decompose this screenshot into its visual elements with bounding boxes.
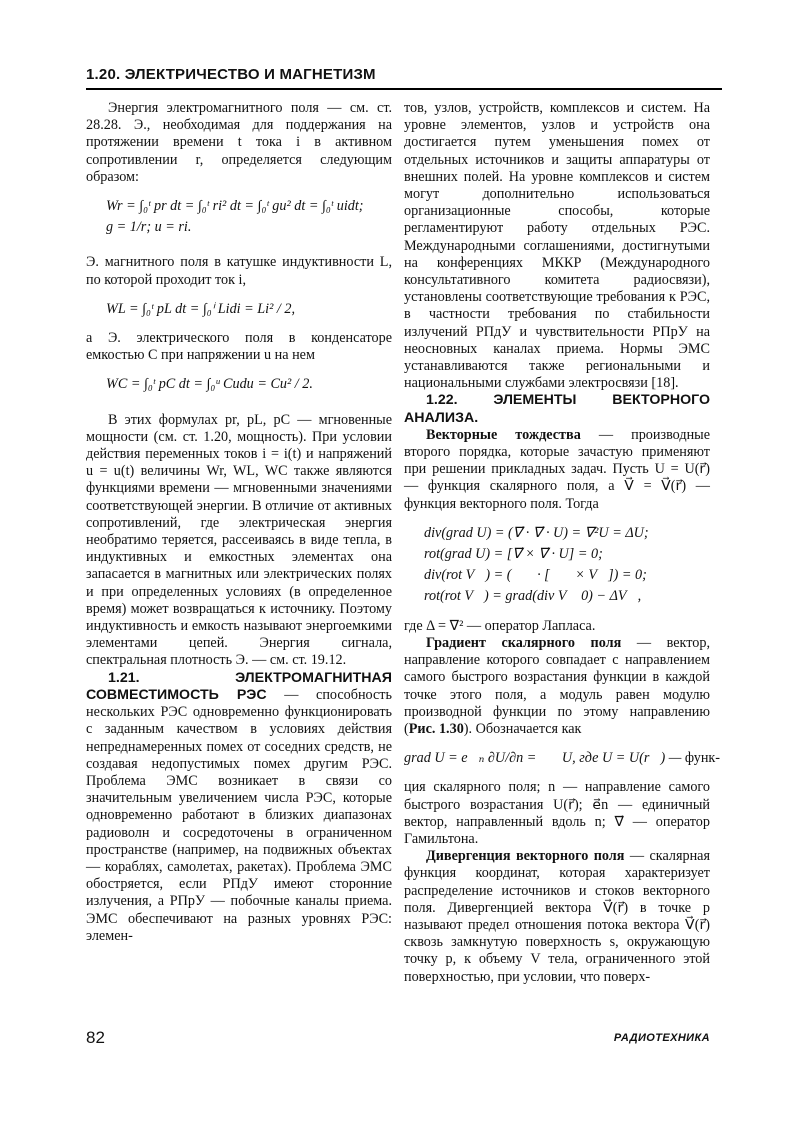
figure-ref: Рис. 1.30 — [408, 720, 464, 737]
header-title: 1.20. ЭЛЕКТРИЧЕСТВО И МАГНЕТИЗМ — [86, 66, 376, 83]
identity-1: div(grad U) = (∇⃗ · ∇⃗ · U) = ∇²U = ΔU; — [424, 524, 649, 541]
right-paragraph-2: Векторные тождества — производные второго порядка, которые зачастую применяют при решении прикладных задач. Пусть U = U(r⃗) — функция скалярного поля, а V⃗ = V⃗(r⃗) — функция векторного поля. Тогда — [404, 426, 711, 512]
formula-grad: grad U = e⃗ₙ ∂U/∂n = ∇⃗U, где U = U(r⃗) — функ- — [404, 750, 721, 767]
header-rule — [86, 88, 722, 90]
left-paragraph-2: Э. магнитного поля в катушке индуктивности L, по которой проходит ток i, — [86, 254, 392, 288]
footer-section: РАДИОТЕХНИКА — [613, 1032, 710, 1044]
left-paragraph-1: Энергия электромагнитного поля — см. ст. 28.28. Э., необходимая для поддержания на протяжении времени t тока i в активном сопротивлении r, определяется следующим образом: — [86, 100, 392, 185]
left-paragraph-5: — способность нескольких РЭС одновременно функционировать с заданным качеством в условиях действия непреднамеренных помех от соседних средств, не создавая недопустимых помех другим РЭС. Проблема ЭМС возникает в связи со значительным увеличением числа РЭС, которые одновременно работают в близких диапазонах радиоволн и сосредоточены в ограниченном пространстве (например, на подвижных объектах — кораблях, самолетах, ракетах). Проблема ЭМС обостряется, если РПдУ имеют сторонние излучения, а РПрУ — побочные каналы приема. ЭМС обеспечивают на разных уровнях РЭС: элемен- — [86, 686, 392, 944]
identity-4: rot(rot V⃗) = grad(div V⃗ 0) − ΔV⃗, — [424, 588, 642, 605]
page-number: 82 — [86, 1028, 105, 1047]
section-1-21 — [86, 670, 392, 945]
right-paragraph-1: тов, узлов, устройств, комплексов и систем. На уровне элементов, узлов и устройств она достигается путем уменьшения помех от отдельных источников и защиты аппаратуры от внешних полей. На уровне комплексов и систем могут дополнительно использоваться организационные способы, которые регламентируют работу отдельных РЭС. Международными соглашениями, достигнутыми на конференциях МККР (Международного консультативного комитета радиосвязи), установлены соответствующие требования к РЭС, в частности требования по стабильности излучений РПдУ и чувствительности РПрУ на неосновных каналах приема. Нормы ЭМС устанавливаются также региональными и национальными службами электросвязи [18]. — [404, 100, 710, 392]
identity-3: div(rot V⃗) = (∇⃗ · [∇⃗ × V⃗]) = 0; — [424, 567, 647, 584]
formula-wc: WC = ∫₀ᵗ pC dt = ∫₀ᵘ Cudu = Cu² / 2. — [106, 376, 313, 393]
right-paragraph-5: ция скалярного поля; n — направление самого быстрого возрастания U(r⃗); e⃗n — единичный вектор, направленный вдоль n; ∇⃗ — оператор Гамильтона. — [404, 779, 710, 847]
right-column — [404, 100, 721, 986]
formula-g: g = 1/r; u = ri. — [106, 219, 192, 236]
formula-wl: WL = ∫₀ᵗ pL dt = ∫₀ⁱ Lidi = Li² / 2, — [106, 300, 296, 317]
left-paragraph-3: а Э. электрического поля в конденсаторе емкостью C при напряжении u на нем — [86, 330, 392, 364]
term-vector-identities: Векторные тождества — [426, 426, 581, 443]
running-header — [86, 64, 722, 88]
heading-1-22: 1.22. ЭЛЕМЕНТЫ ВЕКТОРНОГО АНАЛИЗА. — [404, 392, 710, 426]
right-paragraph-6: Дивергенция векторного поля — скалярная функция координат, которая характеризует распределение источников и стоков векторного поля. Дивергенцией вектора V⃗(r⃗) в точке p называют предел отношения потока вектора V⃗(r⃗) сквозь замкнутую поверхность s, окружающую точку p, к объему V тела, ограниченного этой поверхностью, при условии, что поверх- — [404, 848, 710, 985]
heading-1-21: 1.21. ЭЛЕКТРОМАГНИТНАЯ СОВМЕСТИМОСТЬ РЭС — [86, 669, 392, 703]
right-paragraph-3: где Δ = ∇² — оператор Лапласа. — [404, 617, 596, 634]
formula-wr: Wr = ∫₀ᵗ pr dt = ∫₀ᵗ ri² dt = ∫₀ᵗ gu² dt = ∫₀ᵗ uidt; — [106, 198, 364, 215]
term-gradient: Градиент скалярного поля — [426, 634, 622, 651]
left-column — [86, 100, 392, 945]
right-paragraph-4: Градиент скалярного поля — вектор, направление которого совпадает с направлением самого быстрого возрастания функции в каждой точке этого поля, а модуль равен модулю производной функции по этому направлению (Рис. 1.30). Обозначается как — [404, 634, 710, 737]
left-paragraph-4: В этих формулах pr, pL, pC — мгновенные мощности (см. ст. 1.20, мощность). При условии действия переменных токов i = i(t) и напряжений u = u(t) величины Wr, WL, WC также являются функциями времени — мгновенными значениями соответствующей энергии. В отличие от активных сопротивлений, где электрическая энергия необратимо теряется, рассеиваясь в виде тепла, в индуктивных и емкостных элементах она запасается в магнитных или электрических полях и при определенных условиях (в определенное время) может возвращаться к источнику. Поэтому индуктивность и емкость называют энергоемкими элементами цепей. Энергия сигнала, спектральная плотность Э. — см. ст. 19.12. — [86, 411, 392, 669]
identity-2: rot(grad U) = [∇⃗ × ∇⃗ · U] = 0; — [424, 546, 603, 563]
term-divergence: Дивергенция векторного поля — [426, 848, 625, 865]
